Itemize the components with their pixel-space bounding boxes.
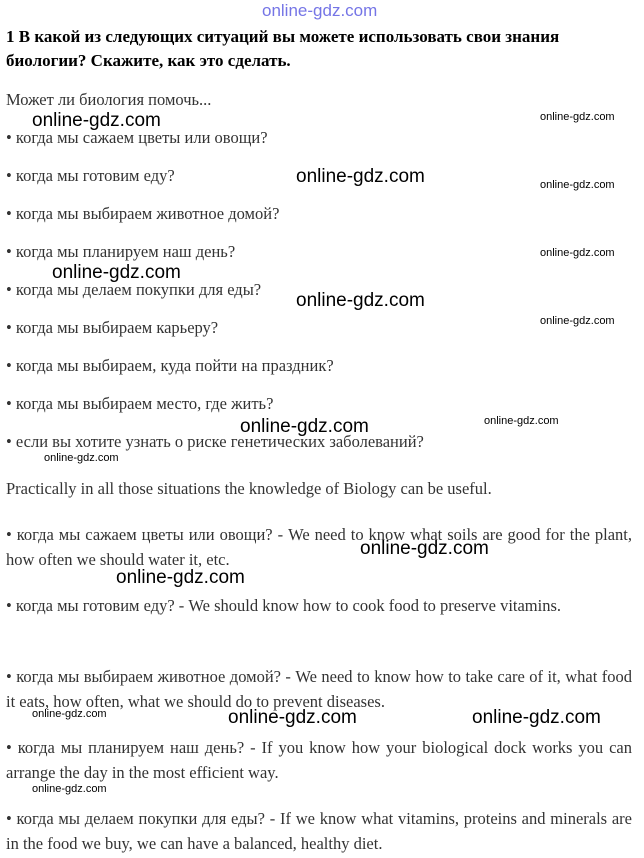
- question-bullet: • когда мы выбираем, куда пойти на праздник?: [6, 356, 334, 375]
- watermark-large: online-gdz.com: [32, 110, 161, 131]
- watermark-large: online-gdz.com: [360, 538, 489, 559]
- watermark-large: online-gdz.com: [228, 707, 357, 728]
- question-bullet: • когда мы выбираем животное домой?: [6, 204, 280, 223]
- watermark-large: online-gdz.com: [296, 290, 425, 311]
- summary-text: Practically in all those situations the knowledge of Biology can be useful.: [6, 479, 492, 498]
- answer-paragraph: • когда мы готовим еду? - We should know how to cook food to preserve vitamins.: [6, 596, 562, 615]
- intro-text: Может ли биология помочь...: [6, 90, 212, 109]
- answer-paragraph: • когда мы делаем покупки для еды? - If we know what vitamins, proteins and minerals are in the food we buy, we can have a balanced, healthy diet.: [6, 809, 632, 853]
- site-watermark-top: online-gdz.com: [262, 1, 378, 20]
- watermark-small: online-gdz.com: [540, 315, 615, 327]
- watermark-small: online-gdz.com: [32, 783, 107, 795]
- watermark-small: online-gdz.com: [540, 111, 615, 123]
- question-heading-line2: биологии? Скажите, как это сделать.: [6, 51, 291, 70]
- question-bullet: • когда мы выбираем место, где жить?: [6, 394, 274, 413]
- watermark-large: online-gdz.com: [240, 416, 369, 437]
- answer-paragraph: • когда мы сажаем цветы или овощи? - We need to know what soils are good for the plant, how often we should water it, etc.: [6, 525, 632, 569]
- watermark-large: online-gdz.com: [52, 262, 181, 283]
- watermark-large: online-gdz.com: [116, 567, 245, 588]
- question-text: В какой из следующих ситуаций вы можете использовать свои знания: [18, 27, 560, 46]
- question-heading-line1: [6, 27, 559, 47]
- question-bullet: • когда мы сажаем цветы или овощи?: [6, 128, 268, 147]
- watermark-large: online-gdz.com: [296, 166, 425, 187]
- watermark-small: online-gdz.com: [32, 708, 107, 720]
- question-bullet: • если вы хотите узнать о риске генетических заболеваний?: [6, 432, 424, 451]
- question-bullet: • когда мы выбираем карьеру?: [6, 318, 219, 337]
- question-bullet: • когда мы делаем покупки для еды?: [6, 280, 262, 299]
- watermark-small: online-gdz.com: [540, 179, 615, 191]
- watermark-small: online-gdz.com: [484, 415, 559, 427]
- answer-paragraph: • когда мы планируем наш день? - If you know how your biological dock works you can arrange the day in the most efficient way.: [6, 738, 632, 782]
- watermark-small: online-gdz.com: [44, 452, 119, 464]
- watermark-small: online-gdz.com: [540, 247, 615, 259]
- answer-paragraph: • когда мы выбираем животное домой? - We need to know how to take care of it, what food it eats, how often, what we should do to prevent diseases.: [6, 667, 632, 711]
- question-bullet: • когда мы готовим еду?: [6, 166, 175, 185]
- watermark-large: online-gdz.com: [472, 707, 601, 728]
- question-number: 1: [6, 27, 15, 46]
- question-bullet: • когда мы планируем наш день?: [6, 242, 236, 261]
